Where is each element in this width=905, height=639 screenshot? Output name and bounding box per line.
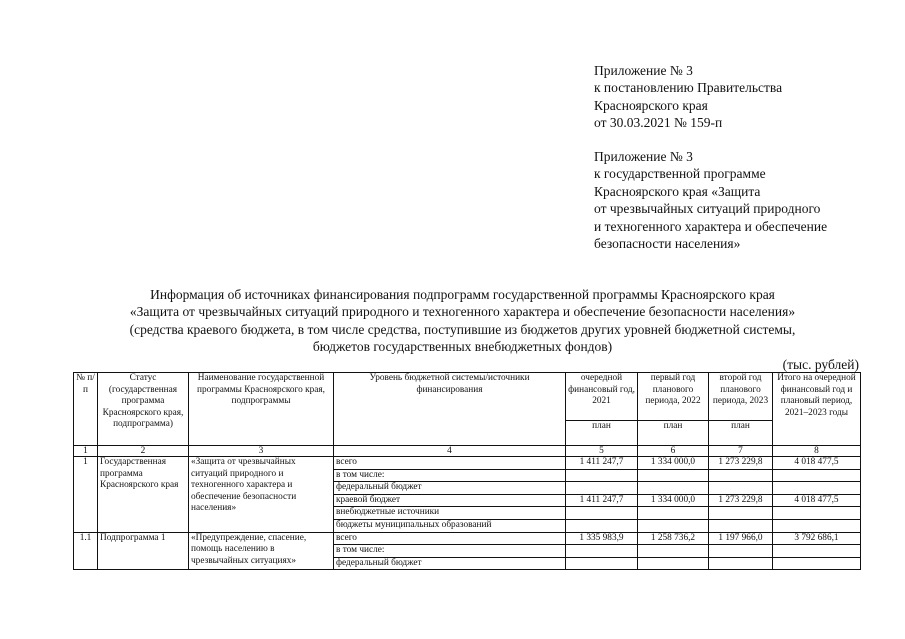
title-line: «Защита от чрезвычайных ситуаций природного и техногенного характера и обеспечение безопасности населения» — [129, 304, 796, 320]
header-plan-2023: план — [709, 421, 773, 446]
row-value-total: 4 018 477,5 — [773, 457, 861, 470]
appendix2-line: безопасности населения» — [594, 236, 741, 252]
row-value-2023 — [709, 557, 773, 570]
row-value-2022 — [638, 557, 709, 570]
row-value-2022: 1 334 000,0 — [638, 457, 709, 470]
row-value-2021 — [566, 519, 638, 532]
row-program-name: «Предупреждение, спасение, помощь населению в чрезвычайных ситуациях» — [189, 532, 334, 570]
row-value-2021 — [566, 482, 638, 495]
appendix2-line: к государственной программе — [594, 166, 766, 182]
appendix-block-state-program — [594, 148, 894, 252]
units-label: (тыс. рублей) — [782, 357, 859, 372]
row-value-total — [773, 482, 861, 495]
row-value-total — [773, 557, 861, 570]
title-line: Информация об источниках финансирования подпрограмм государственной программы Красноярского края — [150, 287, 775, 302]
appendix1-line: Приложение № 3 — [594, 63, 693, 78]
appendix1-line: к постановлению Правительства — [594, 80, 783, 96]
row-value-2022 — [638, 519, 709, 532]
row-value-2022 — [638, 545, 709, 558]
row-value-total: 3 792 686,1 — [773, 532, 861, 545]
row-value-total: 4 018 477,5 — [773, 494, 861, 507]
row-value-2021: 1 335 983,9 — [566, 532, 638, 545]
row-value-2023 — [709, 507, 773, 520]
appendix2-line: и техногенного характера и обеспечение — [594, 218, 828, 234]
row-value-2022 — [638, 507, 709, 520]
row-value-2023: 1 273 229,8 — [709, 457, 773, 470]
row-value-2023: 1 273 229,8 — [709, 494, 773, 507]
row-value-2022 — [638, 482, 709, 495]
financing-table — [73, 372, 861, 570]
row-number: 1 — [74, 457, 98, 533]
row-value-2021 — [566, 557, 638, 570]
row-value-2023 — [709, 545, 773, 558]
appendix2-line: Красноярского края «Защита — [594, 183, 761, 199]
column-number: 3 — [189, 446, 334, 457]
header-status: Статус (государственная программа Красноярского края, подпрограмма) — [98, 373, 189, 446]
header-name: Наименование государственной программы Красноярского края, подпрограммы — [189, 373, 334, 446]
row-value-total — [773, 507, 861, 520]
row-value-2021 — [566, 545, 638, 558]
row-program-name: «Защита от чрезвычайных ситуаций природного и техногенного характера и обеспечение безопасности населения» — [189, 457, 334, 533]
table-row — [74, 532, 861, 545]
appendix2-line: от чрезвычайных ситуаций природного — [594, 201, 821, 217]
row-budget-level: в том числе: — [334, 545, 566, 558]
row-value-2022: 1 258 736,2 — [638, 532, 709, 545]
header-year-2022: первый год планового периода, 2022 — [638, 373, 709, 421]
row-status: Государственная программа Красноярского края — [98, 457, 189, 533]
header-year-2023: второй год планового периода, 2023 — [709, 373, 773, 421]
row-value-2021 — [566, 507, 638, 520]
appendix-block-government-decree — [594, 62, 894, 132]
row-budget-level: внебюджетные источники — [334, 507, 566, 520]
header-num: № п/п — [74, 373, 98, 446]
column-number: 8 — [773, 446, 861, 457]
row-budget-level: всего — [334, 457, 566, 470]
row-value-2021: 1 411 247,7 — [566, 494, 638, 507]
column-number-row — [74, 446, 861, 457]
row-value-2023: 1 197 966,0 — [709, 532, 773, 545]
column-number: 5 — [566, 446, 638, 457]
row-budget-level: в том числе: — [334, 469, 566, 482]
row-budget-level: федеральный бюджет — [334, 482, 566, 495]
header-level: Уровень бюджетной системы/источники финансирования — [334, 373, 566, 446]
row-value-2021 — [566, 469, 638, 482]
header-plan-2022: план — [638, 421, 709, 446]
column-number: 7 — [709, 446, 773, 457]
appendix1-line: от 30.03.2021 № 159-п — [594, 115, 723, 131]
column-number: 6 — [638, 446, 709, 457]
row-value-2022 — [638, 469, 709, 482]
row-budget-level: краевой бюджет — [334, 494, 566, 507]
row-value-total — [773, 519, 861, 532]
row-value-2021: 1 411 247,7 — [566, 457, 638, 470]
row-value-2023 — [709, 469, 773, 482]
header-plan-2021: план — [566, 421, 638, 446]
column-number: 2 — [98, 446, 189, 457]
table-row — [74, 457, 861, 470]
header-total: Итого на очередной финансовый год и плановый период, 2021–2023 годы — [773, 373, 861, 446]
row-value-total — [773, 545, 861, 558]
row-value-2023 — [709, 482, 773, 495]
document-title — [40, 286, 885, 355]
row-value-2023 — [709, 519, 773, 532]
row-budget-level: всего — [334, 532, 566, 545]
table-header-row — [74, 373, 861, 421]
row-budget-level: федеральный бюджет — [334, 557, 566, 570]
row-number: 1.1 — [74, 532, 98, 570]
appendix1-line: Красноярского края — [594, 97, 708, 113]
column-number: 4 — [334, 446, 566, 457]
row-value-total — [773, 469, 861, 482]
title-line: (средства краевого бюджета, в том числе средства, поступившие из бюджетов других уровней бюджетной системы, — [129, 321, 796, 337]
row-status: Подпрограмма 1 — [98, 532, 189, 570]
row-budget-level: бюджеты муниципальных образований — [334, 519, 566, 532]
header-year-2021: очередной финансовый год, 2021 — [566, 373, 638, 421]
title-line: бюджетов государственных внебюджетных фондов) — [312, 338, 613, 354]
column-number: 1 — [74, 446, 98, 457]
row-value-2022: 1 334 000,0 — [638, 494, 709, 507]
appendix2-line: Приложение № 3 — [594, 149, 693, 164]
